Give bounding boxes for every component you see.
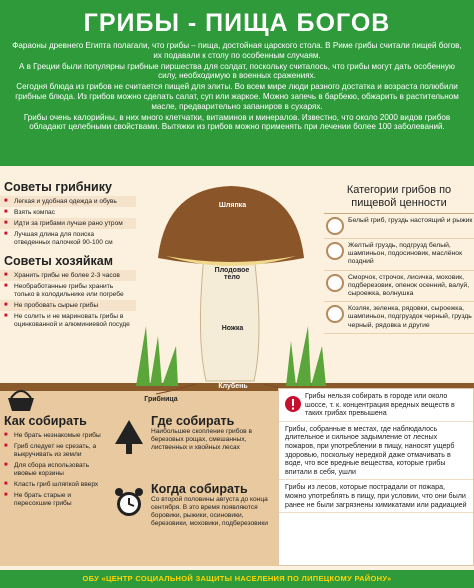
list-item: ■ Идти за грибами лучше рано утром bbox=[0, 218, 136, 229]
warning-text: Грибы нельзя собирать в городе или около шоссе, т. к. концентрация вредных веществ в таких грибах превышена bbox=[279, 389, 473, 422]
host-tips-title: Советы хозяйкам bbox=[4, 254, 113, 268]
category-text: Желтый груздь, подгрузд белый, шампиньон, подосиновик, маслёнок поздний bbox=[348, 242, 463, 266]
list-item: ■ Не солить и не мариновать грибы в оцинкованной и алюминиевой посуде bbox=[0, 311, 136, 330]
when-section bbox=[113, 482, 273, 528]
mushroom-icon bbox=[326, 242, 344, 260]
category-text: Козляк, зеленка, рядовки, сыроежка, шампиньон, подгруздок черный, груздь черный, рядовка и другие bbox=[348, 305, 472, 329]
warning-icon bbox=[284, 395, 302, 413]
mushroom-illustration bbox=[136, 176, 326, 398]
list-item: ■ Необработанные грибы хранить только в холодильнике или погребе bbox=[0, 281, 136, 300]
list-item: ■ Не брать старые и пересохшие грибы bbox=[0, 490, 110, 509]
where-text: Наибольшее скопление грибов в березовых рощах, смешанных, лиственных и хвойных лесах bbox=[151, 428, 253, 452]
warning-text: Грибы из лесов, которые пострадали от пожара, можно употреблять в пищу, при условии, что они были ранее не были загрязнены химикатами или радиацией bbox=[279, 480, 473, 513]
list-item: ■ Легкая и удобная одежда и обувь bbox=[0, 196, 136, 207]
mycelium-label: Грибница bbox=[144, 396, 178, 403]
intro-text bbox=[0, 38, 474, 132]
warning-text: Грибы, собранные в местах, где наблюдалось длительное и сильное задымление от лесных пожаров, при употреблении в пищу, наносят ущерб здоровью, поскольку нередкой даже отмачивать в воде, что все вредные вещества, которые грибы впитали в себя, ушли bbox=[279, 422, 473, 481]
how-to-collect-title: Как собирать bbox=[4, 414, 87, 428]
mushroom-cap-icon bbox=[158, 186, 304, 265]
category-row bbox=[324, 214, 474, 239]
left-column bbox=[0, 178, 136, 330]
footer-bar: ОБУ «ЦЕНТР СОЦИАЛЬНОЙ ЗАЩИТЫ НАСЕЛЕНИЯ ПО ЛИПЕЦКОМУ РАЙОНУ» bbox=[0, 570, 474, 588]
list-item: ■ Хранить грибы не более 2-3 часов bbox=[0, 270, 136, 281]
where-title: Где собирать bbox=[151, 414, 235, 428]
categories-panel bbox=[324, 184, 474, 334]
when-title: Когда собирать bbox=[151, 482, 248, 496]
category-row bbox=[324, 271, 474, 303]
list-item: ■ Взять компас bbox=[0, 207, 136, 218]
warning-panel bbox=[278, 388, 474, 566]
list-item: ■ Для сбора использовать ивовые корзины bbox=[0, 460, 110, 479]
intro-paragraph: Фараоны древнего Египта полагали, что грибы – пища, достойная царского стола. В Риме грибы считали пищей богов, их подавали к столу по особенным случаям. bbox=[12, 41, 462, 60]
intro-paragraph: Грибы очень калорийны, в них много клетчатки, витаминов и минералов. Известно, что около 2000 видов грибов обладают целебными свойствами. Вытяжки из грибов можно применять при лечении более 100 заболеваний. bbox=[23, 112, 451, 132]
list-item: ■ Не пробовать сырые грибы bbox=[0, 300, 136, 311]
mushroom-icon bbox=[326, 274, 344, 292]
alarm-clock-icon bbox=[113, 486, 145, 520]
cap-label: Шляпка bbox=[218, 202, 247, 209]
list-item: ■ Не брать незнакомые грибы bbox=[0, 430, 110, 441]
mushroom-icon bbox=[326, 217, 344, 235]
list-item: ■ Класть гриб шляпкой вверх bbox=[0, 479, 110, 490]
intro-paragraph: Сегодня блюда из грибов не считается пищей для элиты. Во всем мире люди разного достатка и возраста полюбили грибные блюда. Из грибов можно сделать салат, суп или жаркое. Можно запечь в барбекю, обжарить в растительном масле, предварительно запаниров в сухарях. bbox=[15, 82, 459, 111]
category-text: Белый гриб, груздь настоящий и рыжик bbox=[348, 217, 473, 224]
category-row bbox=[324, 239, 474, 271]
list-item: ■ Гриб следует не срезать, а выкручивать из земли bbox=[0, 441, 110, 460]
picker-tips-title: Советы грибнику bbox=[4, 180, 112, 194]
list-item: ■ Лучшая длина для поиска отведенных палочкой 90-100 см bbox=[0, 229, 136, 248]
tree-icon bbox=[113, 418, 145, 456]
category-text: Сморчок, строчок, лисичка, моховик, подберезовик, опенок осенний, валуй, сыроежка, волнушка bbox=[348, 273, 470, 298]
header-banner bbox=[0, 0, 474, 166]
mushroom-icon bbox=[326, 305, 344, 323]
intro-paragraph: А в Греции были популярны грибные пиршества для солдат, поскольку считалось, что грибы могут дать особенную силу, необходимую в военных сражениях. bbox=[18, 61, 456, 81]
stem-label: Ножка bbox=[221, 325, 244, 332]
category-row bbox=[324, 302, 474, 334]
body-label: Плодовое тело bbox=[214, 267, 250, 281]
basket-icon bbox=[6, 388, 36, 412]
when-text: Со второй половины августа до конца сентября. В это время появляются боровики, рыжики, осиновики, березовики, моховики, подберезовики bbox=[151, 496, 268, 528]
where-section bbox=[113, 414, 273, 452]
categories-title: Категории грибов по пищевой ценности bbox=[324, 184, 474, 214]
tuber-label: Клубень bbox=[218, 383, 248, 390]
page-title: ГРИБЫ - ПИЩА БОГОВ bbox=[83, 9, 391, 37]
